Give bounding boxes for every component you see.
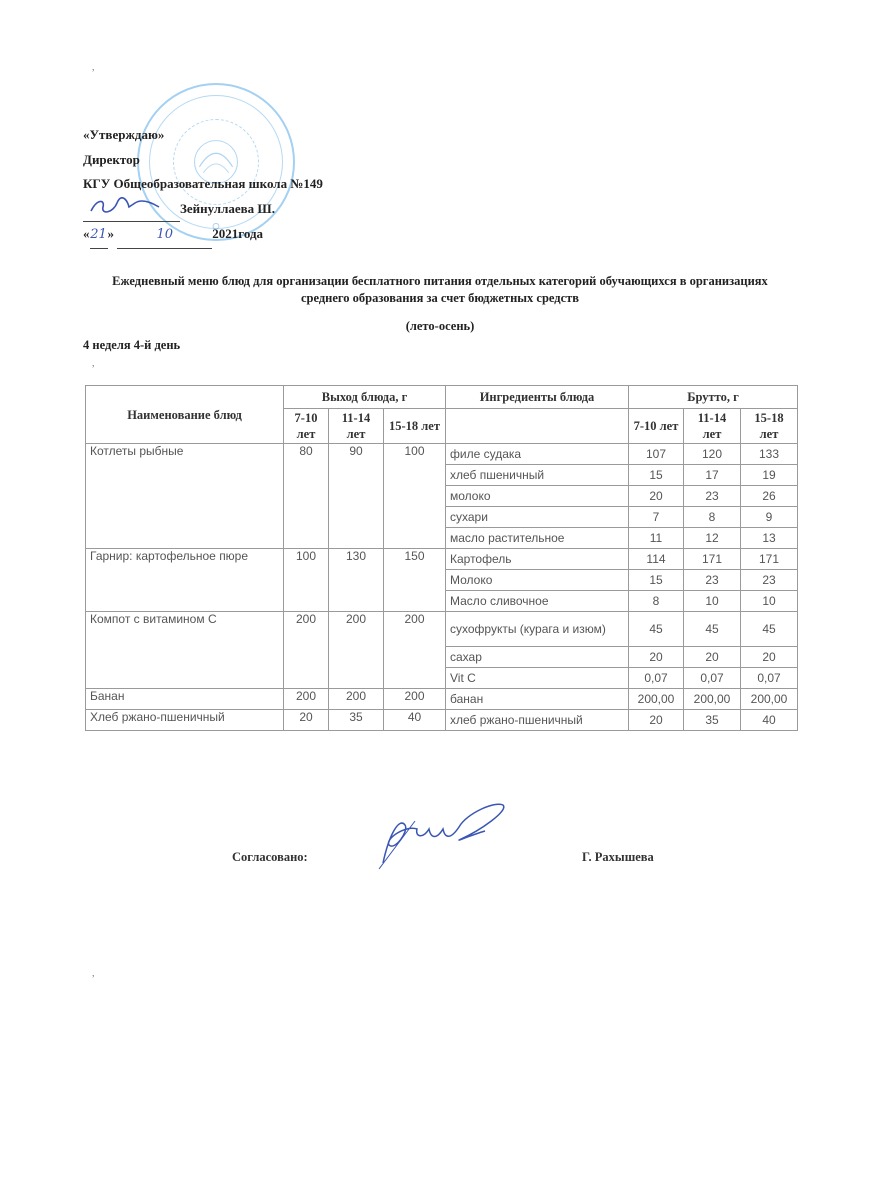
- ingredient-gross: 17: [684, 465, 741, 486]
- ingredient-name: Масло сливочное: [446, 591, 629, 612]
- dish-name: Компот с витамином С: [86, 612, 284, 689]
- ingredient-gross: 8: [629, 591, 684, 612]
- dish-yield: 90: [329, 444, 384, 549]
- ingredient-name: хлеб пшеничный: [446, 465, 629, 486]
- ingredient-gross: 20: [741, 647, 798, 668]
- ingredient-name: молоко: [446, 486, 629, 507]
- dish-yield: 200: [284, 612, 329, 689]
- ingredient-gross: 10: [741, 591, 798, 612]
- dish-yield: 35: [329, 710, 384, 731]
- dish-yield: 200: [329, 689, 384, 710]
- director-signature-icon: [83, 197, 163, 217]
- dish-name: Гарнир: картофельное пюре: [86, 549, 284, 612]
- header-yield: Выход блюда, г: [284, 386, 446, 409]
- date-month: 10: [117, 223, 212, 249]
- ingredient-gross: 23: [741, 570, 798, 591]
- dish-yield: 40: [384, 710, 446, 731]
- approval-date: «21» 10 2021года: [83, 222, 323, 249]
- ingredient-gross: 45: [684, 612, 741, 647]
- ingredient-gross: 200,00: [684, 689, 741, 710]
- dish-name: Банан: [86, 689, 284, 710]
- scan-mark: ,: [92, 62, 95, 73]
- document-title: Ежедневный меню блюд для организации бесплатного питания отдельных категорий обучающихся в организациях среднего образования за счет бюджетных средств: [112, 274, 768, 305]
- header-yield-age-7-10: 7-10 лет: [284, 409, 329, 444]
- ingredient-gross: 171: [684, 549, 741, 570]
- ingredient-gross: 0,07: [629, 668, 684, 689]
- ingredient-gross: 45: [741, 612, 798, 647]
- ingredient-name: Vit C: [446, 668, 629, 689]
- ingredient-gross: 114: [629, 549, 684, 570]
- ingredient-gross: 0,07: [741, 668, 798, 689]
- ingredient-name: банан: [446, 689, 629, 710]
- ingredient-gross: 11: [629, 528, 684, 549]
- header-ingredients-blank: [446, 409, 629, 444]
- ingredient-gross: 23: [684, 486, 741, 507]
- season-label: (лето-осень): [405, 319, 475, 333]
- ingredient-gross: 40: [741, 710, 798, 731]
- dish-yield: 100: [284, 549, 329, 612]
- ingredient-gross: 0,07: [684, 668, 741, 689]
- dish-yield: 200: [384, 689, 446, 710]
- ingredient-gross: 171: [741, 549, 798, 570]
- ingredient-gross: 9: [741, 507, 798, 528]
- ingredient-name: Молоко: [446, 570, 629, 591]
- ingredient-gross: 107: [629, 444, 684, 465]
- dish-yield: 150: [384, 549, 446, 612]
- ingredient-gross: 26: [741, 486, 798, 507]
- ingredient-gross: 19: [741, 465, 798, 486]
- table-row: [86, 710, 798, 731]
- ingredient-gross: 120: [684, 444, 741, 465]
- agreed-label: Согласовано:: [232, 850, 308, 864]
- ingredient-gross: 200,00: [629, 689, 684, 710]
- director-position: Директор: [83, 151, 140, 167]
- ingredient-name: сухофрукты (курага и изюм): [446, 612, 629, 647]
- table-row: [86, 549, 798, 570]
- ingredient-gross: 23: [684, 570, 741, 591]
- ingredient-gross: 20: [684, 647, 741, 668]
- scan-mark: ,: [92, 358, 95, 369]
- ingredient-gross: 10: [684, 591, 741, 612]
- ingredient-gross: 200,00: [741, 689, 798, 710]
- table-row: [86, 689, 798, 710]
- dish-name: Котлеты рыбные: [86, 444, 284, 549]
- dish-yield: 20: [284, 710, 329, 731]
- date-day: 21: [90, 223, 108, 249]
- ingredient-name: масло растительное: [446, 528, 629, 549]
- header-gross-age-7-10: 7-10 лет: [629, 409, 684, 444]
- dish-yield: 200: [329, 612, 384, 689]
- ingredient-gross: 20: [629, 710, 684, 731]
- ingredient-name: филе судака: [446, 444, 629, 465]
- ingredient-gross: 7: [629, 507, 684, 528]
- approve-label: «Утверждаю»: [83, 127, 165, 142]
- ingredient-gross: 15: [629, 570, 684, 591]
- table-row: [86, 444, 798, 465]
- ingredient-name: хлеб ржано-пшеничный: [446, 710, 629, 731]
- ingredient-name: сухари: [446, 507, 629, 528]
- signature-line: [83, 197, 180, 223]
- menu-table: [85, 385, 798, 731]
- header-gross-age-15-18: 15-18 лет: [741, 409, 798, 444]
- ingredient-gross: 20: [629, 486, 684, 507]
- date-year: 2021года: [212, 226, 264, 241]
- ingredient-gross: 133: [741, 444, 798, 465]
- ingredient-gross: 20: [629, 647, 684, 668]
- header-gross-age-11-14: 11-14 лет: [684, 409, 741, 444]
- ingredient-gross: 8: [684, 507, 741, 528]
- ingredient-gross: 35: [684, 710, 741, 731]
- ingredient-gross: 15: [629, 465, 684, 486]
- agreed-signature-icon: [375, 795, 515, 875]
- header-yield-age-11-14: 11-14 лет: [329, 409, 384, 444]
- organization-name: КГУ Общеобразовательная школа №149: [83, 176, 323, 191]
- menu-table-body: [86, 444, 798, 731]
- ingredient-gross: 13: [741, 528, 798, 549]
- approval-block: [83, 123, 323, 249]
- dish-yield: 80: [284, 444, 329, 549]
- dish-yield: 130: [329, 549, 384, 612]
- dish-yield: 200: [384, 612, 446, 689]
- ingredient-name: Картофель: [446, 549, 629, 570]
- table-row: [86, 612, 798, 647]
- header-gross: Брутто, г: [629, 386, 798, 409]
- ingredient-name: сахар: [446, 647, 629, 668]
- agreed-name: Г. Рахышева: [582, 850, 654, 864]
- dish-name: Хлеб ржано-пшеничный: [86, 710, 284, 731]
- header-yield-age-15-18: 15-18 лет: [384, 409, 446, 444]
- header-dish-name: Наименование блюд: [86, 386, 284, 444]
- table-header-row: [86, 386, 798, 409]
- dish-yield: 200: [284, 689, 329, 710]
- ingredient-gross: 45: [629, 612, 684, 647]
- scan-mark: ,: [92, 968, 95, 979]
- dish-yield: 100: [384, 444, 446, 549]
- director-signature-line: [83, 197, 323, 223]
- header-ingredients: Ингредиенты блюда: [446, 386, 629, 409]
- director-name: Зейнуллаева Ш.: [180, 200, 275, 216]
- week-day-label: 4 неделя 4-й день: [83, 338, 181, 352]
- ingredient-gross: 12: [684, 528, 741, 549]
